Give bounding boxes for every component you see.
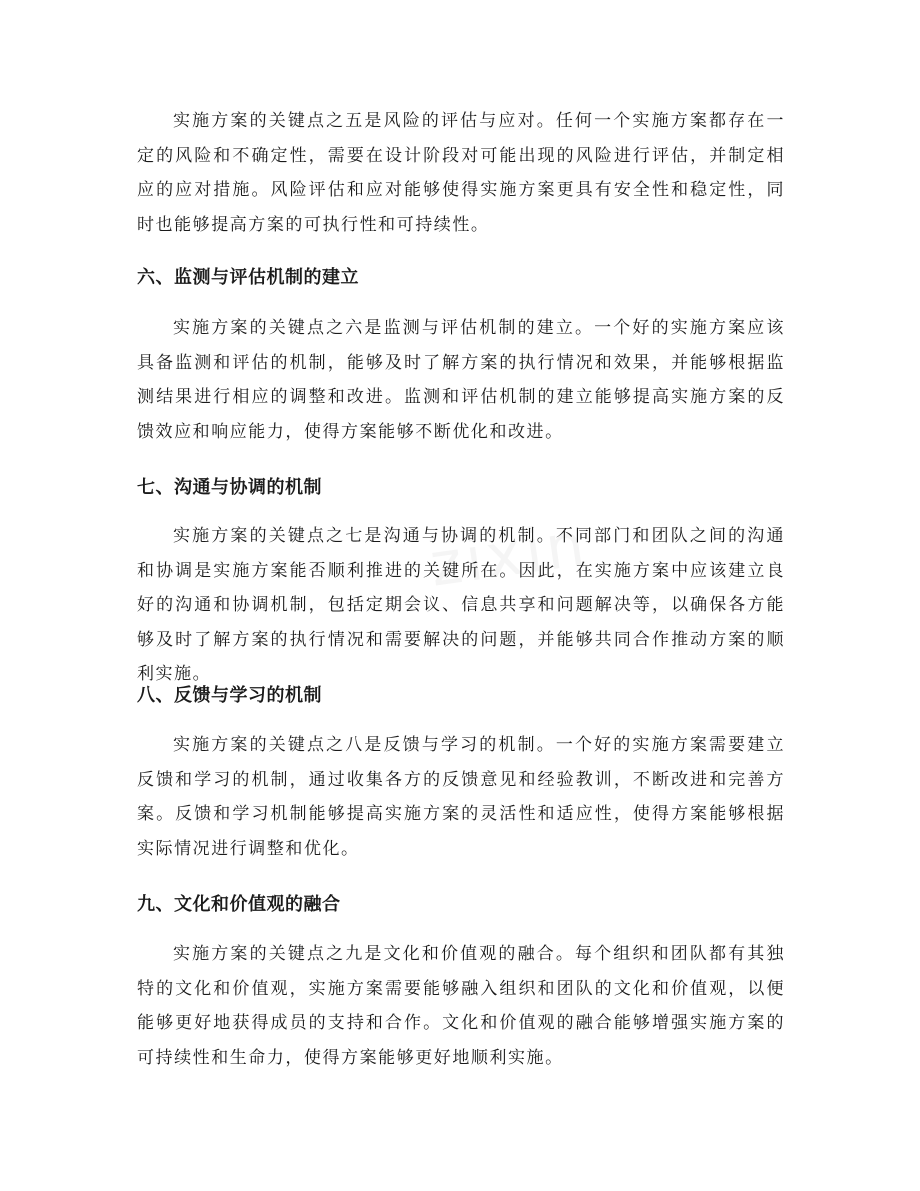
paragraph-culture-values: 实施方案的关键点之九是文化和价值观的融合。每个组织和团队都有其独特的文化和价值观，实施方案需要能够融入组织和团队的文化和价值观，以便能够更好地获得成员的支持和合作。文化和价值观的融合能够增强实施方案的可持续性和生命力，使得方案能够更好地顺利实施。 xyxy=(137,944,785,1068)
heading-feedback-learning: 八、反馈与学习的机制 xyxy=(137,685,322,706)
heading-culture-values: 九、文化和价值观的融合 xyxy=(137,894,341,915)
paragraph-communication-coordination: 实施方案的关键点之七是沟通与协调的机制。不同部门和团队之间的沟通和协调是实施方案能否顺利推进的关键所在。因此，在实施方案中应该建立良好的沟通和协调机制，包括定期会议、信息共享和问题解决等，以确保各方能够及时了解方案的执行情况和需要解决的问题，并能够共同合作推动方案的顺利实施。 xyxy=(137,526,785,684)
paragraph-monitoring-evaluation: 实施方案的关键点之六是监测与评估机制的建立。一个好的实施方案应该具备监测和评估的机制，能够及时了解方案的执行情况和效果，并能够根据监测结果进行相应的调整和改进。监测和评估机制的建立能够提高实施方案的反馈效应和响应能力，使得方案能够不断优化和改进。 xyxy=(137,318,785,442)
paragraph-feedback-learning: 实施方案的关键点之八是反馈与学习的机制。一个好的实施方案需要建立反馈和学习的机制，通过收集各方的反馈意见和经验教训，不断改进和完善方案。反馈和学习机制能够提高实施方案的灵活性和适应性，使得方案能够根据实际情况进行调整和优化。 xyxy=(137,735,785,859)
paragraph-risk-assessment: 实施方案的关键点之五是风险的评估与应对。任何一个实施方案都存在一定的风险和不确定性，需要在设计阶段对可能出现的风险进行评估，并制定相应的应对措施。风险评估和应对能够使得实施方案更具有安全性和稳定性，同时也能够提高方案的可执行性和可持续性。 xyxy=(137,111,785,235)
heading-monitoring-evaluation: 六、监测与评估机制的建立 xyxy=(137,267,359,288)
heading-communication-coordination: 七、沟通与协调的机制 xyxy=(137,477,322,498)
